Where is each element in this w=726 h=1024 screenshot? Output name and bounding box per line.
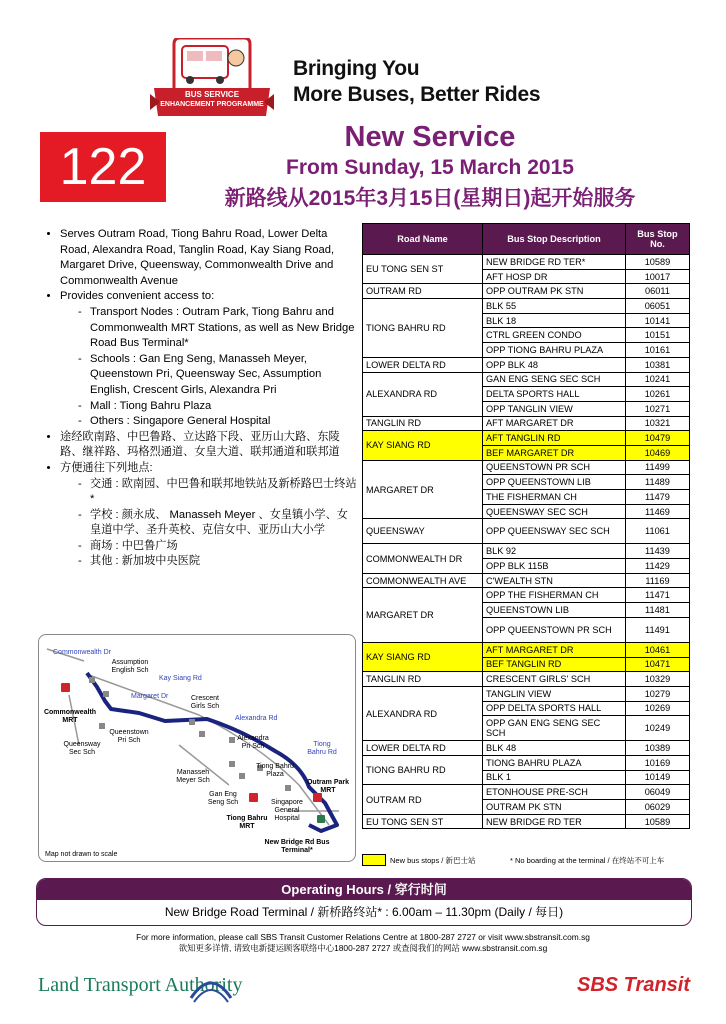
- map-label: Alexandra Rd: [235, 715, 278, 722]
- sbs-logo-text: SBS Transit: [577, 974, 690, 996]
- road-name-cell: QUEENSWAY: [363, 519, 483, 544]
- operating-hours: [36, 878, 692, 926]
- stop-number-cell: 11489: [625, 475, 689, 490]
- badge-line1: BUS SERVICE: [184, 90, 240, 99]
- tagline-line1: Bringing You: [293, 57, 420, 80]
- stop-number-cell: 11479: [625, 490, 689, 505]
- badge-text: [158, 90, 266, 110]
- table-row: [363, 814, 690, 829]
- map-label: Margaret Dr: [131, 693, 169, 700]
- map-label: Commonwealth MRT: [43, 709, 97, 724]
- stop-number-cell: 10329: [625, 672, 689, 687]
- road-name-cell: OUTRAM RD: [363, 284, 483, 299]
- stop-number-cell: 10279: [625, 686, 689, 701]
- stop-description-cell: THE FISHERMAN CH: [483, 490, 626, 505]
- stop-description-cell: BLK 18: [483, 313, 626, 328]
- service-info: [40, 227, 358, 570]
- operating-hours-value: New Bridge Road Terminal / 新桥路终站* : 6.00am – 11.30pm (Daily / 每日): [164, 905, 564, 919]
- badge-line2: ENHANCEMENT PROGRAMME: [160, 101, 264, 108]
- road-name-cell: EU TONG SEN ST: [363, 814, 483, 829]
- road-name-cell: OUTRAM RD: [363, 785, 483, 814]
- start-date-cn: 新路线从2015年3月15日(星期日)起开始服务: [224, 187, 636, 210]
- stop-description-cell: QUEENSTOWN PR SCH: [483, 460, 626, 475]
- tiong-bahru-mrt-icon: [249, 793, 258, 802]
- road-name-cell: MARGARET DR: [363, 460, 483, 519]
- access-en-label: Provides convenient access to:: [60, 290, 215, 303]
- table-row: [363, 686, 690, 701]
- operating-hours-title: Operating Hours / 穿行时间: [37, 879, 691, 900]
- table-row: [363, 284, 690, 299]
- map-label: Commonwealth Dr: [53, 649, 111, 656]
- road-name-cell: COMMONWEALTH DR: [363, 544, 483, 573]
- stop-description-cell: AFT MARGARET DR: [483, 416, 626, 431]
- stop-number-cell: 10249: [625, 716, 689, 741]
- stop-number-cell: 10269: [625, 701, 689, 716]
- access-en: [60, 289, 358, 429]
- map-label: Kay Siang Rd: [159, 675, 202, 682]
- map-label: Singapore General Hospital: [271, 799, 303, 822]
- road-name-cell: TANGLIN RD: [363, 672, 483, 687]
- stop-description-cell: NEW BRIDGE RD TER: [483, 814, 626, 829]
- stop-description-cell: OPP THE FISHERMAN CH: [483, 588, 626, 603]
- tagline-line2: More Buses, Better Rides: [293, 83, 541, 106]
- stop-description-cell: GAN ENG SENG SEC SCH: [483, 372, 626, 387]
- map-label: Queenstown Pri Sch: [109, 729, 149, 744]
- tagline: [293, 56, 540, 108]
- table-row: [363, 588, 690, 603]
- access-item: - Mall : Tiong Bahru Plaza: [78, 399, 358, 415]
- table-row: [363, 416, 690, 431]
- stop-number-cell: 10161: [625, 343, 689, 358]
- stop-number-cell: 10479: [625, 431, 689, 446]
- table-row: [363, 785, 690, 800]
- stop-description-cell: TANGLIN VIEW: [483, 686, 626, 701]
- table-row: [363, 544, 690, 559]
- map-label: Crescent Girls Sch: [190, 695, 220, 710]
- road-name-cell: TIONG BAHRU RD: [363, 299, 483, 358]
- stop-number-cell: 10321: [625, 416, 689, 431]
- map-label: Gan Eng Seng Sch: [207, 791, 239, 806]
- access-item-cn: - 学校 : 颜永成、 Manasseh Meyer 、女皇镇小学、女皇道中学、圣升英校、克信女中、亚历山大小学: [78, 508, 358, 539]
- stop-description-cell: BEF MARGARET DR: [483, 445, 626, 460]
- map-label: Alexandra Pri Sch: [237, 735, 269, 750]
- stop-number-cell: 10149: [625, 770, 689, 785]
- stop-description-cell: OPP BLK 48: [483, 357, 626, 372]
- stop-description-cell: ETONHOUSE PRE-SCH: [483, 785, 626, 800]
- stop-number-cell: 10241: [625, 372, 689, 387]
- stop-description-cell: OPP QUEENSWAY SEC SCH: [483, 519, 626, 544]
- stop-description-cell: OPP TANGLIN VIEW: [483, 401, 626, 416]
- bus-badge-icon: [150, 38, 274, 124]
- stop-description-cell: CRESCENT GIRLS' SCH: [483, 672, 626, 687]
- stop-description-cell: OUTRAM PK STN: [483, 800, 626, 815]
- map-label: Tiong Bahru MRT: [226, 815, 268, 830]
- stop-number-cell: 11481: [625, 603, 689, 618]
- stop-description-cell: QUEENSTOWN LIB: [483, 603, 626, 618]
- stop-description-cell: OPP OUTRAM PK STN: [483, 284, 626, 299]
- stop-number-cell: 10271: [625, 401, 689, 416]
- stop-number-cell: 11439: [625, 544, 689, 559]
- stop-description-cell: OPP TIONG BAHRU PLAZA: [483, 343, 626, 358]
- table-row: [363, 431, 690, 446]
- terminal-icon: [317, 815, 325, 823]
- table-row: [363, 741, 690, 756]
- access-item: - Transport Nodes : Outram Park, Tiong Bahru and Commonwealth MRT Stations, as well as New Bridge Road Bus Terminal*: [78, 305, 358, 352]
- page-title: New Service: [344, 121, 516, 153]
- stop-number-cell: 10381: [625, 357, 689, 372]
- access-cn-label: 方便通往下列地点:: [60, 461, 153, 474]
- stop-number-cell: 11469: [625, 504, 689, 519]
- legend-no-boarding: * No boarding at the terminal / 在终站不可上车: [510, 856, 665, 865]
- road-name-cell: KAY SIANG RD: [363, 642, 483, 671]
- stop-number-cell: 10151: [625, 328, 689, 343]
- table-row: [363, 672, 690, 687]
- map-label: Queensway Sec Sch: [63, 741, 101, 756]
- stop-number-cell: 10471: [625, 657, 689, 672]
- stop-description-cell: NEW BRIDGE RD TER*: [483, 255, 626, 270]
- stop-description-cell: AFT MARGARET DR: [483, 642, 626, 657]
- stop-number-cell: 10169: [625, 755, 689, 770]
- column-header: Bus Stop No.: [625, 224, 689, 255]
- stop-number-cell: 10141: [625, 313, 689, 328]
- stop-number-cell: 11471: [625, 588, 689, 603]
- stop-number-cell: 11491: [625, 617, 689, 642]
- road-name-cell: TANGLIN RD: [363, 416, 483, 431]
- road-name-cell: TIONG BAHRU RD: [363, 755, 483, 784]
- stop-number-cell: 10017: [625, 269, 689, 284]
- map-label: Outram Park MRT: [306, 779, 350, 794]
- legend-new-stops: New bus stops / 新巴士站: [390, 856, 476, 865]
- stop-description-cell: AFT HOSP DR: [483, 269, 626, 284]
- stop-description-cell: OPP QUEENSTOWN PR SCH: [483, 617, 626, 642]
- table-row: [363, 372, 690, 387]
- footer-info: [40, 932, 686, 954]
- stop-description-cell: QUEENSWAY SEC SCH: [483, 504, 626, 519]
- footer-line-en: For more information, please call SBS Transit Customer Relations Centre at 1800-287 2727 or visit www.sbstransit.com.sg: [136, 932, 590, 942]
- stop-description-cell: BLK 48: [483, 741, 626, 756]
- map-label: New Bridge Rd Bus Terminal*: [264, 839, 330, 854]
- access-cn: [60, 461, 358, 570]
- stop-number-cell: 10589: [625, 255, 689, 270]
- footer-line-cn: 欲知更多详情, 请致电新捷运顾客联络中心1800-287 2727 或查阅我们的网站 www.sbstransit.com.sg: [178, 943, 548, 953]
- table-body: [363, 255, 690, 829]
- lta-swoosh-icon: [186, 968, 236, 1008]
- table-row: [363, 642, 690, 657]
- stop-number-cell: 06011: [625, 284, 689, 299]
- access-item: - Schools : Gan Eng Seng, Manasseh Meyer, Queenstown Pri, Queensway Sec, Assumption English, Crescent Girls, Alexandra Pri: [78, 352, 358, 399]
- stop-description-cell: TIONG BAHRU PLAZA: [483, 755, 626, 770]
- programme-logo: [150, 38, 274, 124]
- service-number: 122: [59, 138, 147, 196]
- table-row: [363, 755, 690, 770]
- stop-number-cell: 11169: [625, 573, 689, 588]
- table-row: [363, 573, 690, 588]
- access-item: - Others : Singapore General Hospital: [78, 414, 358, 430]
- serves-cn: • 途经欧南路、中巴鲁路、立达路下段、亚历山大路、东陵路、继祥路、玛格烈通道、女皇大道、联邦通道和联邦道: [60, 430, 358, 461]
- table-row: [363, 357, 690, 372]
- stop-number-cell: 10469: [625, 445, 689, 460]
- stop-number-cell: 10461: [625, 642, 689, 657]
- stop-number-cell: 06029: [625, 800, 689, 815]
- route-map: [38, 634, 356, 862]
- stop-number-cell: 11061: [625, 519, 689, 544]
- access-item-cn: - 商场 : 中巴鲁广场: [78, 539, 358, 555]
- road-name-cell: ALEXANDRA RD: [363, 686, 483, 740]
- table-row: [363, 460, 690, 475]
- road-name-cell: KAY SIANG RD: [363, 431, 483, 460]
- access-item-cn: - 其他 : 新加坡中央医院: [78, 554, 358, 570]
- stop-description-cell: OPP DELTA SPORTS HALL: [483, 701, 626, 716]
- commonwealth-mrt-icon: [61, 683, 70, 692]
- table-header-row: [363, 224, 690, 255]
- service-number-box: [40, 132, 166, 202]
- road-name-cell: MARGARET DR: [363, 588, 483, 642]
- map-label: Manasseh Meyer Sch: [176, 769, 210, 784]
- map-note: Map not drawn to scale: [45, 851, 118, 858]
- sbs-transit-logo: [530, 968, 690, 1008]
- access-item-cn: - 交通 : 欧南园、中巴鲁和联邦地铁站及新桥路巴士终站*: [78, 477, 358, 508]
- stop-number-cell: 11499: [625, 460, 689, 475]
- legend-swatch: [362, 854, 386, 866]
- map-label: Assumption English Sch: [111, 659, 149, 674]
- stop-description-cell: BEF TANGLIN RD: [483, 657, 626, 672]
- stop-description-cell: C'WEALTH STN: [483, 573, 626, 588]
- column-header: Bus Stop Description: [483, 224, 626, 255]
- road-name-cell: COMMONWEALTH AVE: [363, 573, 483, 588]
- road-name-cell: LOWER DELTA RD: [363, 357, 483, 372]
- lta-logo: [38, 968, 308, 1008]
- stop-description-cell: DELTA SPORTS HALL: [483, 387, 626, 402]
- table-row: [363, 519, 690, 544]
- table-row: [363, 255, 690, 270]
- stop-number-cell: 06049: [625, 785, 689, 800]
- map-label: Tiong Bahru Rd: [307, 741, 337, 756]
- stop-number-cell: 10261: [625, 387, 689, 402]
- stop-number-cell: 10589: [625, 814, 689, 829]
- map-label: Tiong Bahru Plaza: [256, 763, 294, 778]
- start-date-en: From Sunday, 15 March 2015: [286, 156, 574, 179]
- table-row: [363, 299, 690, 314]
- stop-description-cell: BLK 55: [483, 299, 626, 314]
- stop-description-cell: BLK 92: [483, 544, 626, 559]
- serves-en: • Serves Outram Road, Tiong Bahru Road, Lower Delta Road, Alexandra Road, Tanglin Road, Kay Siang Road, Margaret Drive, Queensway, Commonwealth Drive and Commonwealth Avenue: [60, 227, 358, 289]
- stop-number-cell: 10389: [625, 741, 689, 756]
- stop-description-cell: BLK 1: [483, 770, 626, 785]
- bus-stop-table: [362, 223, 690, 829]
- lta-logo-text: Land Transport Authority: [38, 974, 243, 996]
- stop-description-cell: AFT TANGLIN RD: [483, 431, 626, 446]
- road-name-cell: EU TONG SEN ST: [363, 255, 483, 284]
- stop-number-cell: 11429: [625, 559, 689, 574]
- stop-description-cell: CTRL GREEN CONDO: [483, 328, 626, 343]
- road-name-cell: ALEXANDRA RD: [363, 372, 483, 416]
- stop-description-cell: OPP BLK 115B: [483, 559, 626, 574]
- column-header: Road Name: [363, 224, 483, 255]
- stop-number-cell: 06051: [625, 299, 689, 314]
- road-name-cell: LOWER DELTA RD: [363, 741, 483, 756]
- stop-description-cell: OPP QUEENSTOWN LIB: [483, 475, 626, 490]
- stop-description-cell: OPP GAN ENG SENG SEC SCH: [483, 716, 626, 741]
